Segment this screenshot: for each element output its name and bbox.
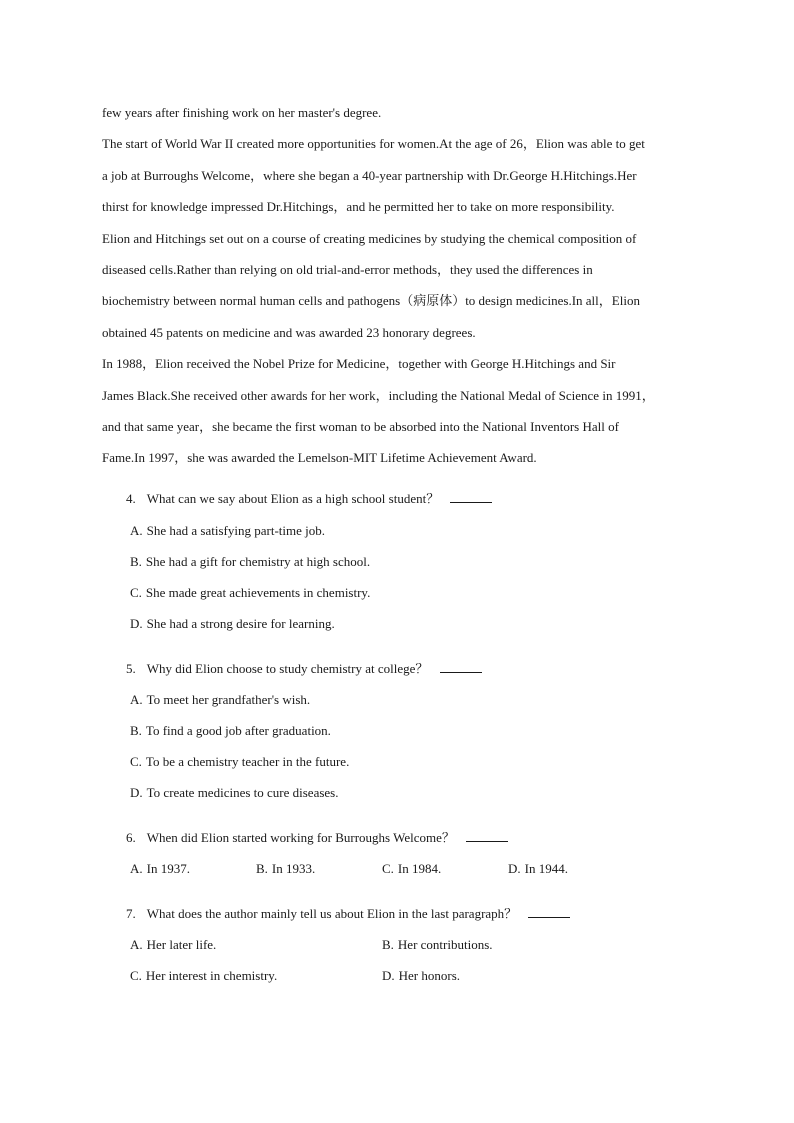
option-7b[interactable] [382,936,493,954]
question-text: What can we say about Elion as a high school student？ [146,491,440,506]
option-text: Her later life. [146,937,217,952]
option-letter: A. [130,692,143,707]
option-letter: A. [130,861,143,876]
option-letter: D. [130,616,143,631]
option-text: Her interest in chemistry. [145,968,278,983]
option-6a[interactable] [130,860,190,878]
reading-passage [102,100,702,477]
option-6d[interactable] [508,860,568,878]
option-letter: B. [256,861,268,876]
answer-blank[interactable] [440,660,482,673]
option-4a[interactable] [130,522,325,540]
option-text: To meet her grandfather's wish. [146,692,311,707]
passage-line: Fame.In 1997，she was awarded the Lemelson-MIT Lifetime Achievement Award. [102,450,537,466]
option-text: In 1984. [397,861,442,876]
passage-line: and that same year，she became the first woman to be absorbed into the National Inventors Hall of [102,418,619,434]
option-5d[interactable] [130,784,338,802]
question-text: What does the author mainly tell us about Elion in the last paragraph？ [146,906,518,921]
option-5c[interactable] [130,753,349,771]
question-5 [126,660,482,678]
option-text: In 1937. [146,861,190,876]
option-4d[interactable] [130,615,335,633]
question-6 [126,829,508,847]
option-letter: B. [382,937,394,952]
option-5a[interactable] [130,691,310,709]
option-4b[interactable] [130,553,370,571]
answer-blank[interactable] [450,490,492,503]
question-number: 7. [126,906,136,921]
option-text: To be a chemistry teacher in the future. [145,754,350,769]
passage-line: few years after finishing work on her master's degree. [102,105,382,120]
option-text: She had a strong desire for learning. [146,616,335,631]
option-text: To find a good job after graduation. [145,723,331,738]
question-4 [126,490,492,508]
answer-blank[interactable] [466,829,508,842]
option-4c[interactable] [130,584,370,602]
passage-line: a job at Burroughs Welcome，where she began a 40-year partnership with Dr.George H.Hitchings.Her [102,167,637,183]
question-7 [126,905,570,923]
option-text: She had a satisfying part-time job. [146,523,325,538]
option-letter: D. [508,861,521,876]
question-number: 6. [126,830,136,845]
option-text: She had a gift for chemistry at high school. [145,554,371,569]
question-text: When did Elion started working for Burroughs Welcome？ [146,830,455,845]
passage-line: In 1988，Elion received the Nobel Prize for Medicine，together with George H.Hitchings and Sir [102,356,616,372]
passage-line: diseased cells.Rather than relying on old trial-and-error methods，they used the differences in [102,261,593,277]
answer-blank[interactable] [528,905,570,918]
option-letter: D. [382,968,395,983]
passage-line: obtained 45 patents on medicine and was awarded 23 honorary degrees. [102,324,476,340]
option-letter: A. [130,937,143,952]
option-6c[interactable] [382,860,441,878]
passage-line: biochemistry between normal human cells and pathogens（病原体）to design medicines.In all，Elion [102,293,640,309]
option-7d[interactable] [382,967,460,985]
option-letter: B. [130,723,142,738]
option-text: In 1933. [271,861,316,876]
option-letter: A. [130,523,143,538]
option-letter: C. [130,968,142,983]
option-text: She made great achievements in chemistry. [145,585,371,600]
option-letter: C. [382,861,394,876]
option-7a[interactable] [130,936,216,954]
passage-line: Elion and Hitchings set out on a course of creating medicines by studying the chemical composition of [102,230,637,246]
option-text: Her honors. [398,968,461,983]
question-number: 5. [126,661,136,676]
passage-line: The start of World War II created more opportunities for women.At the age of 26，Elion was able to get [102,136,645,152]
question-text: Why did Elion choose to study chemistry at college？ [146,661,429,676]
option-letter: B. [130,554,142,569]
option-6b[interactable] [256,860,315,878]
option-5b[interactable] [130,722,331,740]
option-text: To create medicines to cure diseases. [146,785,339,800]
option-7c[interactable] [130,967,277,985]
question-number: 4. [126,491,136,506]
option-letter: C. [130,754,142,769]
option-letter: C. [130,585,142,600]
option-text: Her contributions. [397,937,493,952]
passage-line: James Black.She received other awards for her work，including the National Medal of Science in 1991， [102,387,655,403]
passage-line: thirst for knowledge impressed Dr.Hitchings，and he permitted her to take on more responsibility. [102,199,615,215]
option-letter: D. [130,785,143,800]
option-text: In 1944. [524,861,568,876]
